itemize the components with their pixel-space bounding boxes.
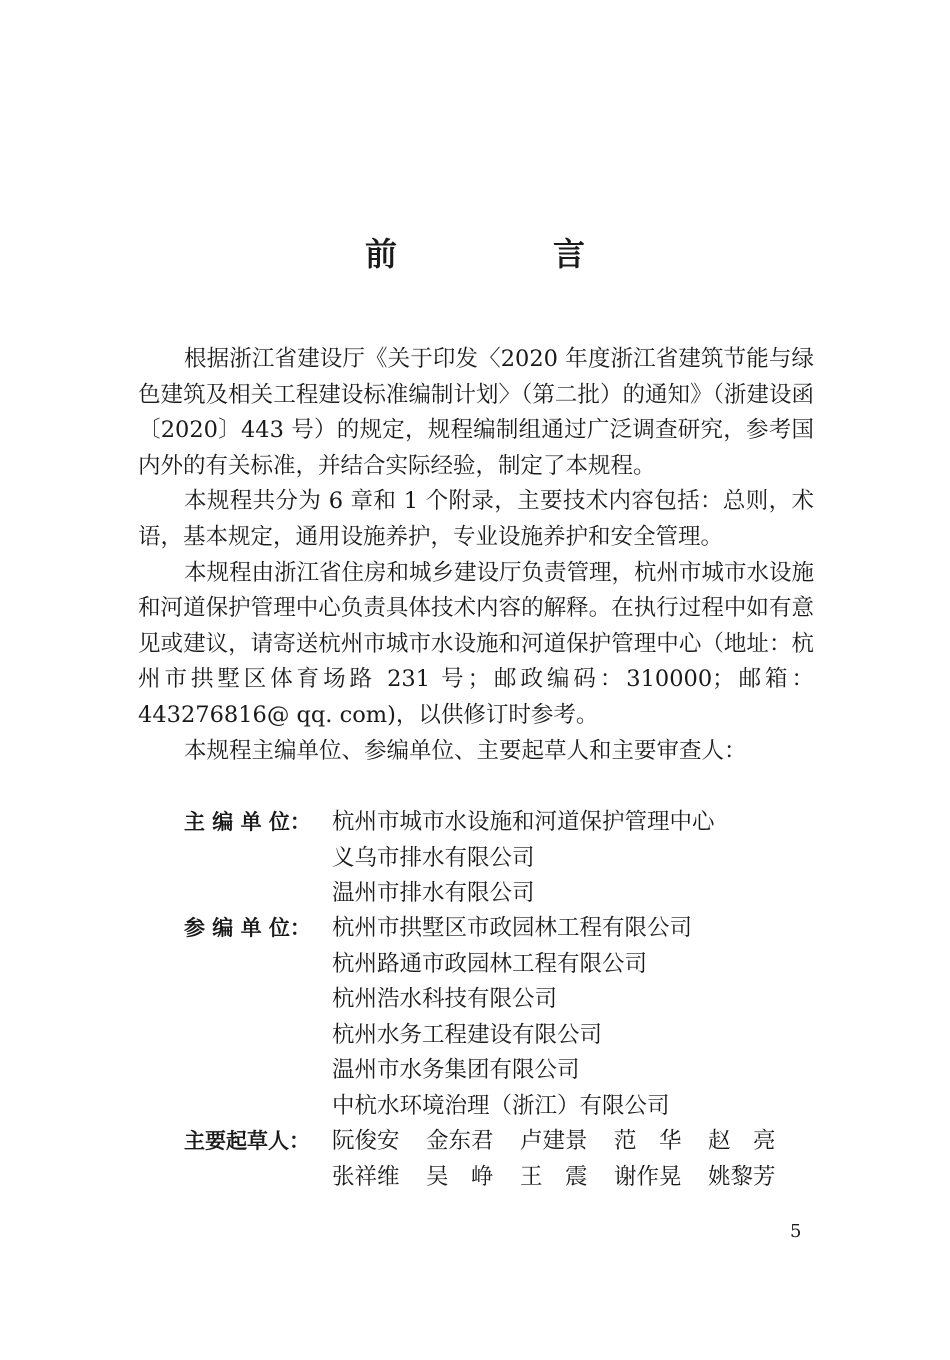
- chief-editor-list: [332, 805, 814, 912]
- participating-editor-label: 参 编 单 位：: [184, 916, 311, 940]
- participating-editor-unit: 杭州水务工程建设有限公司: [332, 1021, 603, 1048]
- participating-editor-unit: 杭州市拱墅区市政园林工程有限公司: [332, 915, 693, 941]
- page-title: 前 言: [364, 235, 647, 273]
- drafter-name: 谢作晃: [614, 1163, 682, 1190]
- drafter-name: 范 华: [614, 1128, 682, 1154]
- chief-editor-section: [138, 805, 814, 912]
- drafter-name: 姚黎芳: [708, 1163, 776, 1190]
- drafter-name: 张祥维: [332, 1163, 400, 1190]
- drafter-name: 阮俊安: [332, 1128, 400, 1154]
- preface-paragraph-2: 本规程共分为 6 章和 1 个附录，主要技术内容包括：总则，术语，基本规定，通用设施养护，专业设施养护和安全管理。: [138, 488, 814, 550]
- drafter-name: 卢建景: [520, 1128, 588, 1154]
- main-drafter-label: 主要起草人：: [184, 1129, 310, 1153]
- chief-editor-unit: 义乌市排水有限公司: [332, 844, 535, 871]
- participating-editor-section: [138, 911, 814, 1125]
- page-number: 5: [790, 1221, 802, 1242]
- main-drafter-list: [332, 1124, 814, 1195]
- participating-editor-unit: 杭州路通市政园林工程有限公司: [332, 950, 648, 977]
- preface-paragraph-4: 本规程主编单位、参编单位、主要起草人和主要审查人：: [184, 737, 747, 764]
- drafter-name: 王 震: [520, 1163, 588, 1190]
- chief-editor-unit: 温州市排水有限公司: [332, 880, 535, 907]
- drafter-name: 吴 峥: [426, 1163, 494, 1190]
- main-drafter-section: [138, 1124, 814, 1195]
- participating-editor-unit: 温州市水务集团有限公司: [332, 1057, 580, 1084]
- chief-editor-unit: 杭州市城市水设施和河道保护管理中心: [332, 809, 715, 835]
- preface-paragraph-3: 本规程由浙江省住房和城乡建设厅负责管理，杭州市城市水设施和河道保护管理中心负责具体技术内容的解释。在执行过程中如有意见或建议，请寄送杭州市城市水设施和河道保护管理中心（地址：杭州市拱墅区体育场路 231 号；邮政编码：310000；邮箱：443276816@ qq. com)，以供修订时参考。: [138, 559, 815, 728]
- participating-editor-list: [332, 911, 814, 1125]
- participating-editor-unit: 杭州浩水科技有限公司: [332, 986, 558, 1013]
- preface-body: [138, 342, 814, 769]
- drafter-name: 金东君: [426, 1128, 494, 1154]
- preface-paragraph-1: 根据浙江省建设厅《关于印发〈2020 年度浙江省建筑节能与绿色建筑及相关工程建设标准编制计划〉（第二批）的通知》（浙建设函〔2020〕443 号）的规定，规程编制组通过广泛调查研究，参考国内外的有关标准，并结合实际经验，制定了本规程。: [138, 346, 814, 479]
- chief-editor-label: 主 编 单 位：: [184, 810, 311, 834]
- participating-editor-unit: 中杭水环境治理（浙江）有限公司: [332, 1092, 670, 1119]
- drafter-name: 赵 亮: [708, 1128, 776, 1154]
